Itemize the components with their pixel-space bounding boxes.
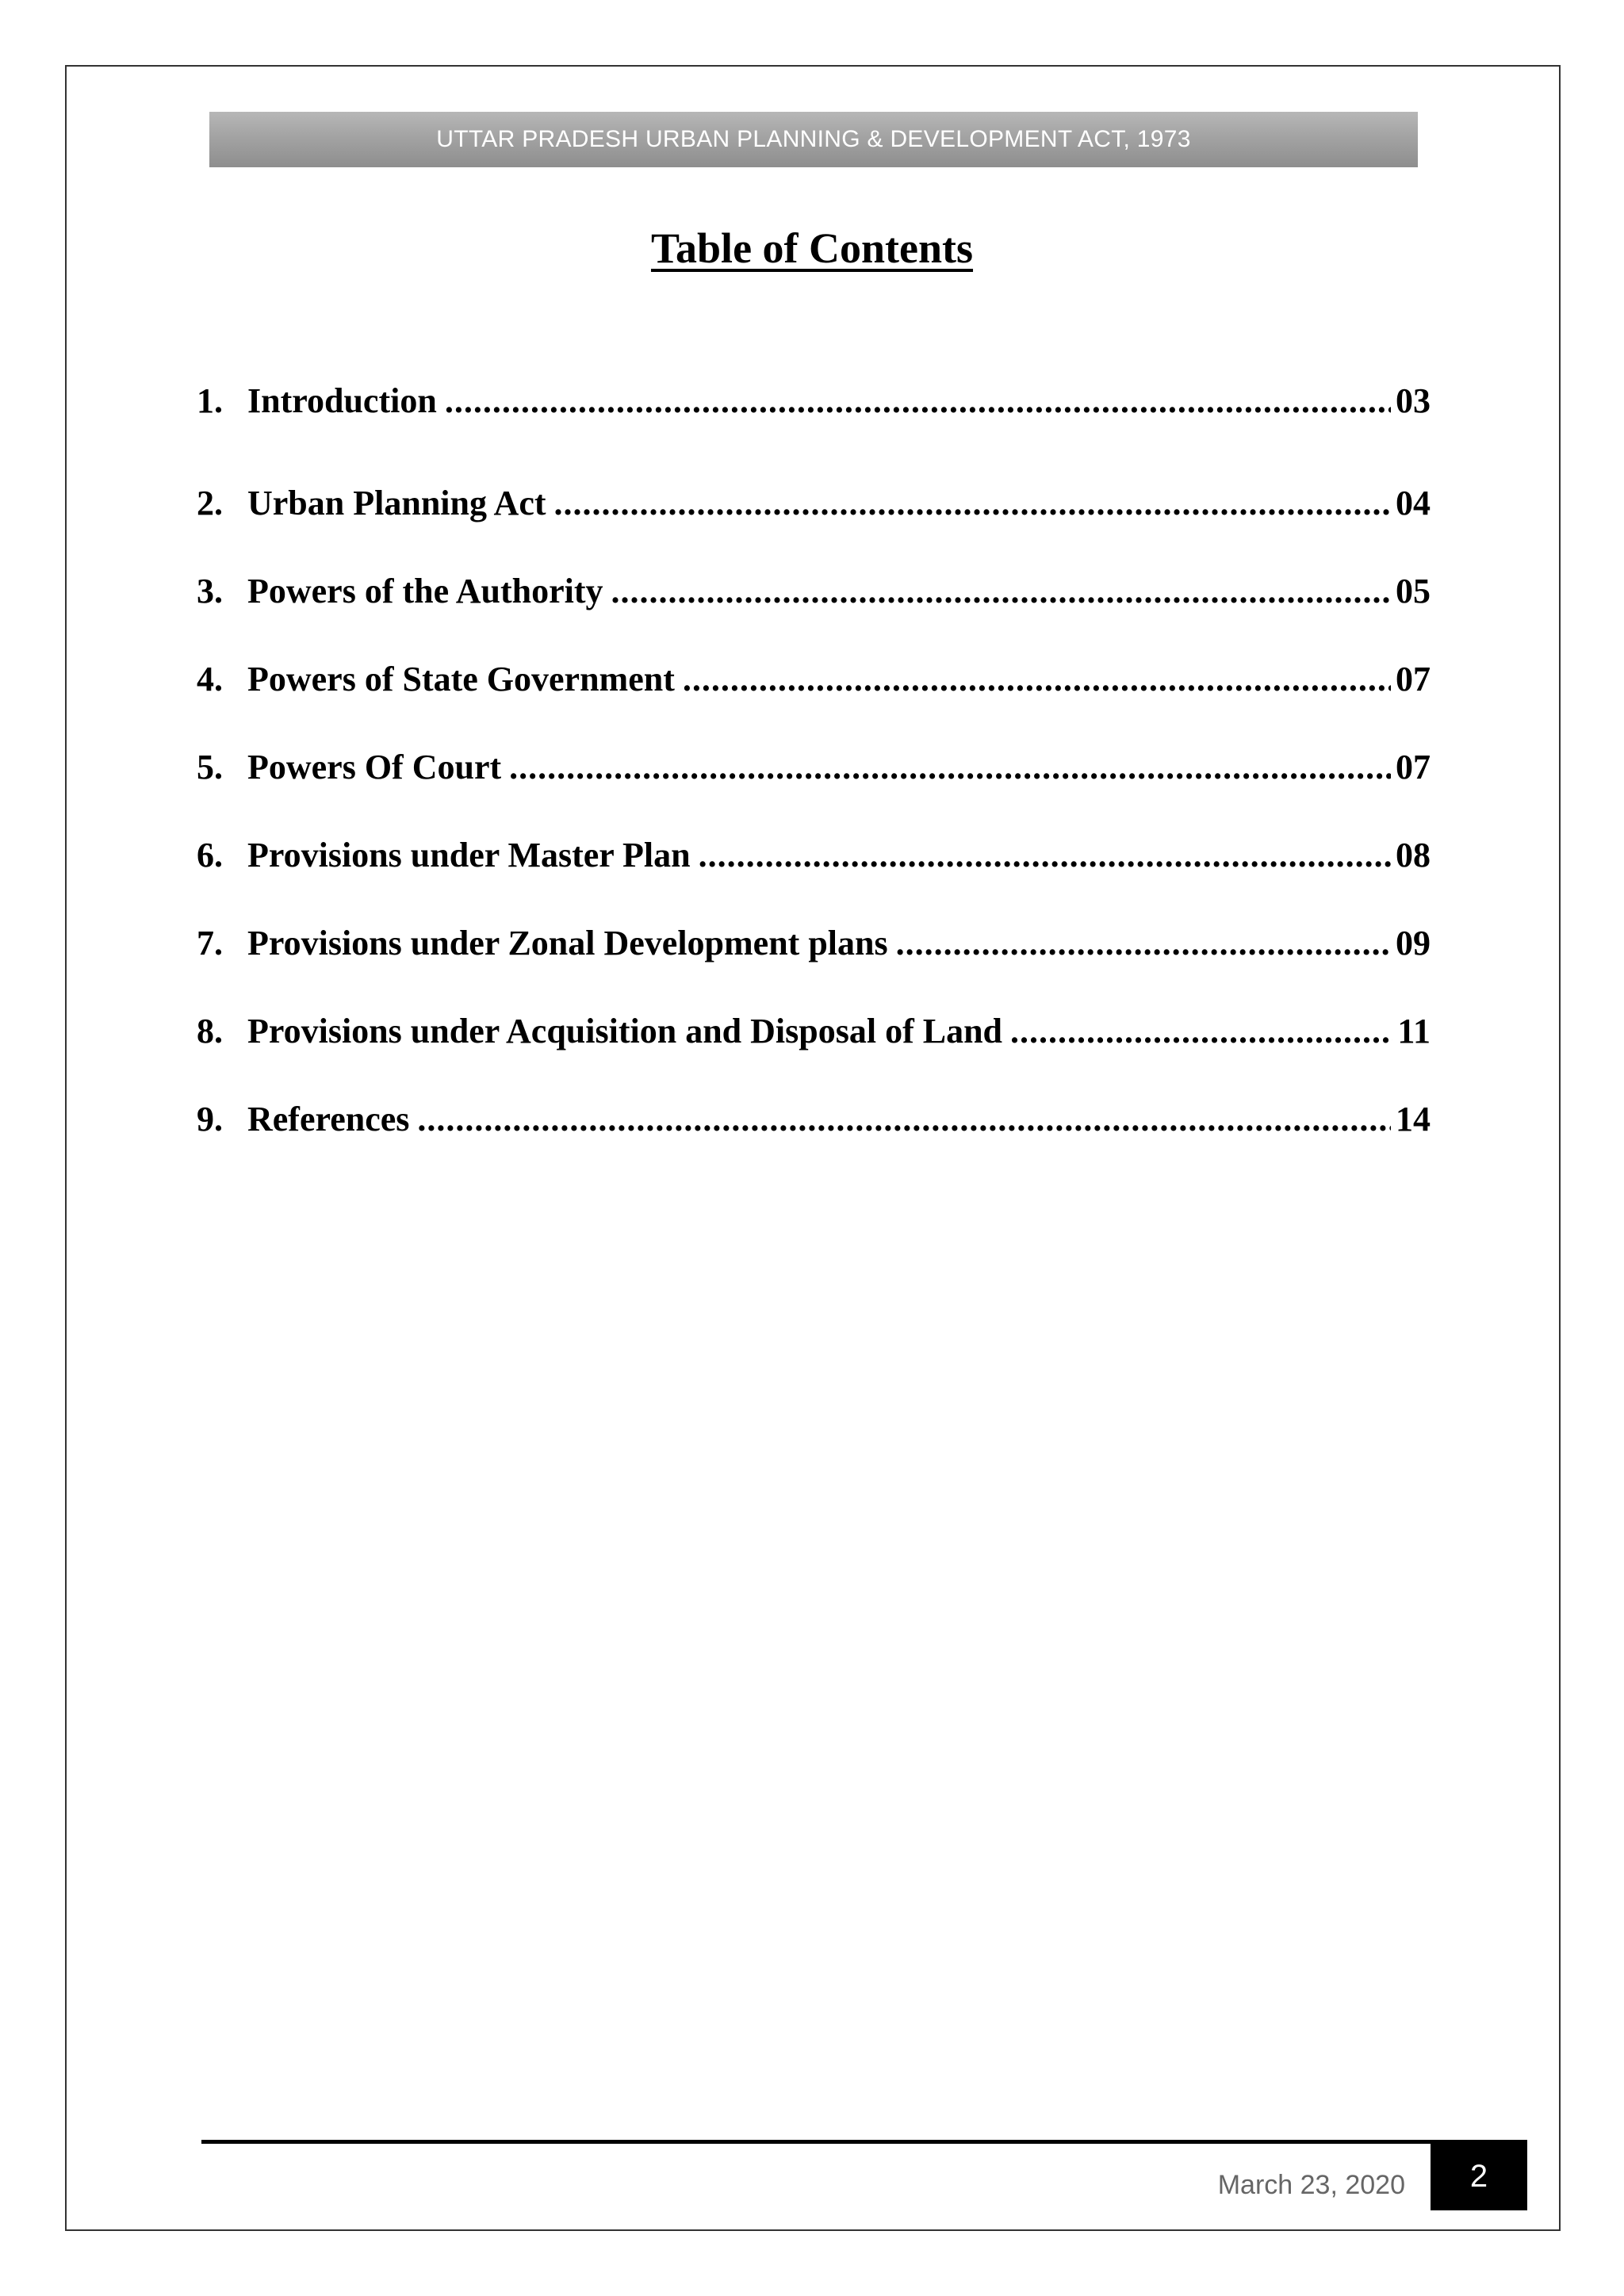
footer-date: March 23, 2020	[1217, 2170, 1405, 2200]
toc-entry-page: 04	[1396, 484, 1431, 522]
toc-entry-label: Urban Planning Act	[247, 484, 546, 522]
toc-entry-master-plan[interactable]	[197, 835, 1431, 882]
toc-entry-references[interactable]	[197, 1099, 1431, 1146]
toc-entry-number: 6.	[197, 836, 223, 874]
toc-entry-label: Provisions under Zonal Development plans	[247, 924, 888, 962]
toc-dot-leader	[683, 659, 1391, 699]
toc-entry-number: 8.	[197, 1012, 223, 1050]
toc-entry-urban-planning-act[interactable]	[197, 483, 1431, 530]
toc-dot-leader	[417, 1099, 1391, 1139]
toc-entry-introduction[interactable]	[197, 381, 1431, 428]
header-banner-text: UTTAR PRADESH URBAN PLANNING & DEVELOPMENT ACT, 1973	[436, 126, 1191, 152]
toc-dot-leader	[1010, 1011, 1392, 1051]
toc-entry-page: 14	[1396, 1100, 1431, 1138]
toc-entry-number: 1.	[197, 381, 223, 420]
toc-entry-page: 11	[1397, 1012, 1431, 1050]
toc-entry-powers-of-state-government[interactable]	[197, 659, 1431, 706]
toc-entry-page: 09	[1396, 924, 1431, 962]
toc-dot-leader	[699, 835, 1391, 875]
toc-entry-number: 4.	[197, 660, 223, 698]
toc-entry-label: Powers Of Court	[247, 748, 502, 786]
toc-entry-label: Introduction	[247, 381, 437, 420]
toc-entry-label: Provisions under Acquisition and Disposal of Land	[247, 1012, 1003, 1050]
toc-entry-number: 7.	[197, 924, 223, 962]
page-number-box	[1431, 2142, 1527, 2210]
toc-entry-page: 03	[1396, 381, 1431, 420]
toc-dot-leader	[445, 381, 1391, 421]
toc-entry-page: 08	[1396, 836, 1431, 874]
toc-entry-powers-of-authority[interactable]	[197, 571, 1431, 618]
toc-entry-number: 3.	[197, 572, 223, 610]
toc-dot-leader	[509, 747, 1391, 787]
header-banner	[209, 112, 1418, 167]
toc-entry-label: References	[247, 1100, 410, 1138]
toc-title	[0, 220, 1624, 276]
toc-entry-acquisition-disposal-land[interactable]	[197, 1011, 1431, 1058]
toc-entry-number: 9.	[197, 1100, 223, 1138]
toc-entry-page: 07	[1396, 748, 1431, 786]
toc-entry-number: 5.	[197, 748, 223, 786]
toc-title-text: Table of Contents	[650, 224, 974, 272]
toc-entry-page: 07	[1396, 660, 1431, 698]
toc-entry-powers-of-court[interactable]	[197, 747, 1431, 794]
footer-rule	[201, 2140, 1527, 2144]
toc-entry-label: Powers of the Authority	[247, 572, 603, 610]
toc-entry-zonal-development-plans[interactable]	[197, 923, 1431, 970]
page-number: 2	[1469, 2158, 1488, 2194]
toc-entry-label: Powers of State Government	[247, 660, 675, 698]
toc-dot-leader	[896, 923, 1391, 963]
toc-dot-leader	[554, 483, 1391, 523]
toc-entry-page: 05	[1396, 572, 1431, 610]
toc-entry-number: 2.	[197, 484, 223, 522]
toc-dot-leader	[611, 571, 1392, 611]
toc-entry-label: Provisions under Master Plan	[247, 836, 691, 874]
